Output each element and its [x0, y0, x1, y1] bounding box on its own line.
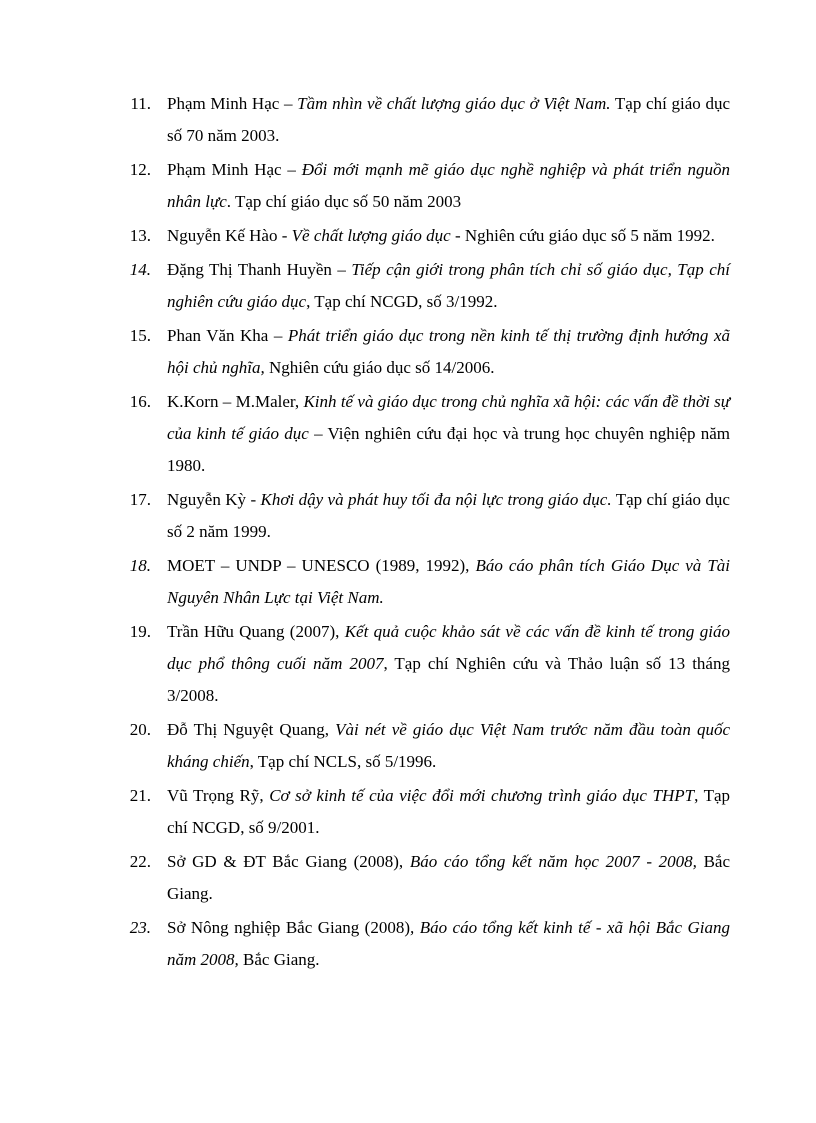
reference-number: 11. [130, 94, 151, 113]
reference-number: 21. [129, 786, 151, 805]
reference-item [0, 254, 816, 318]
reference-segment: Bắc Giang. [238, 950, 320, 969]
reference-text [167, 714, 730, 778]
reference-text [167, 320, 730, 384]
reference-text [167, 780, 730, 844]
reference-title: Kinh tế và giáo dục trong chủ nghĩa xã hội: các vấn đề thời sự của kinh tế giáo dục [167, 392, 730, 443]
reference-item [0, 484, 816, 548]
reference-segment: , Tạp chí NCGD, số 3/1992. [306, 292, 498, 311]
reference-title: Kết quả cuộc khảo sát về các vấn đề kinh tế trong giáo dục phổ thông cuối năm 2007 [167, 622, 730, 673]
reference-segment: Phạm Minh Hạc – [167, 94, 298, 113]
reference-number: 19. [129, 622, 151, 641]
reference-segment: Phan Văn Kha – [167, 326, 288, 345]
reference-title: Tiếp cận giới trong phân tích chỉ số giáo dục, Tạp chí nghiên cứu giáo dục [167, 260, 730, 311]
reference-item [0, 320, 816, 384]
reference-segment: K.Korn – M.Maler, [167, 392, 304, 411]
reference-segment: Bắc Giang. [167, 852, 731, 903]
reference-item [0, 220, 816, 252]
reference-segment: , Tạp chí Nghiên cứu và Thảo luận số 13 tháng 3/2008. [167, 654, 730, 705]
reference-segment: Vũ Trọng Rỹ, [167, 786, 270, 805]
reference-text [167, 154, 730, 218]
reference-segment: Nghiên cứu giáo dục số 14/2006. [264, 358, 495, 377]
reference-item [0, 846, 816, 910]
reference-segment: Sở GD & ĐT Bắc Giang (2008), [167, 852, 410, 871]
reference-segment: Nguyễn Kỳ - [167, 490, 261, 509]
reference-text [167, 616, 730, 712]
reference-text [167, 912, 730, 976]
reference-number: 18. [129, 556, 151, 575]
reference-segment: Phạm Minh Hạc – [167, 160, 302, 179]
reference-item [0, 550, 816, 614]
reference-number: 17. [129, 490, 151, 509]
reference-segment: Tạp chí giáo dục số 70 năm 2003. [167, 94, 730, 145]
reference-segment: , Tạp chí NCLS, số 5/1996. [249, 752, 437, 771]
reference-number: 13. [129, 226, 151, 245]
reference-segment: MOET – UNDP – UNESCO (1989, 1992), [167, 556, 476, 575]
reference-segment: Sở Nông nghiệp Bắc Giang (2008) [167, 918, 410, 937]
reference-segment: - Nghiên cứu giáo dục số 5 năm 1992. [450, 226, 715, 245]
reference-title: Khơi dậy và phát huy tối đa nội lực trong giáo dục. [260, 490, 612, 509]
reference-item [0, 88, 816, 152]
reference-text [167, 550, 730, 614]
reference-item [0, 912, 816, 976]
reference-segment: – Viện nghiên cứu đại học và trung học chuyên nghiệp năm 1980. [167, 424, 730, 475]
reference-item [0, 386, 816, 482]
reference-item [0, 714, 816, 778]
reference-segment: Đỗ Thị Nguyệt Quang, [167, 720, 336, 739]
reference-title: Cơ sở kinh tế của việc đổi mới chương trình giáo dục THPT [269, 786, 695, 805]
reference-title: Phát triển giáo dục trong nền kinh tế thị trường định hướng xã hội chủ nghĩa, [167, 326, 730, 377]
reference-segment: . Tạp chí giáo dục số 50 năm 2003 [226, 192, 462, 211]
reference-segment: Tạp chí giáo dục số 2 năm 1999. [167, 490, 730, 541]
reference-segment: Nguyễn Kế Hào - [167, 226, 292, 245]
reference-number: 14. [129, 260, 151, 279]
reference-text [167, 484, 730, 548]
reference-text [167, 254, 730, 318]
reference-number: 20. [129, 720, 151, 739]
reference-title: Về chất lượng giáo dục [291, 226, 451, 245]
reference-item [0, 154, 816, 218]
reference-number: 16. [129, 392, 151, 411]
reference-title: , Báo cáo tổng kết kinh tế - xã hội Bắc Giang năm 2008, [167, 918, 730, 969]
reference-number: 22. [129, 852, 151, 871]
reference-number: 12. [129, 160, 151, 179]
reference-title: Báo cáo phân tích Giáo Dục và Tài Nguyên Nhân Lực tại Việt Nam. [167, 556, 730, 607]
reference-text [167, 88, 730, 152]
reference-text [167, 386, 730, 482]
reference-segment: , Tạp chí NCGD, số 9/2001. [167, 786, 730, 837]
reference-list [0, 88, 816, 978]
reference-number: 23. [129, 918, 151, 937]
reference-item [0, 616, 816, 712]
reference-segment: Trần Hữu Quang (2007), [167, 622, 345, 641]
reference-title: Tầm nhìn về chất lượng giáo dục ở Việt Nam. [297, 94, 611, 113]
reference-text [167, 846, 730, 910]
reference-item [0, 780, 816, 844]
reference-number: 15. [129, 326, 151, 345]
reference-text [167, 220, 730, 252]
reference-title: Báo cáo tổng kết năm học 2007 - 2008, [409, 852, 697, 871]
reference-segment: Đặng Thị Thanh Huyền – [167, 260, 352, 279]
reference-title: Vài nét về giáo dục Việt Nam trước năm đầu toàn quốc kháng chiến [167, 720, 730, 771]
reference-title: Đổi mới mạnh mẽ giáo dục nghề nghiệp và phát triển nguồn nhân lực [167, 160, 730, 211]
